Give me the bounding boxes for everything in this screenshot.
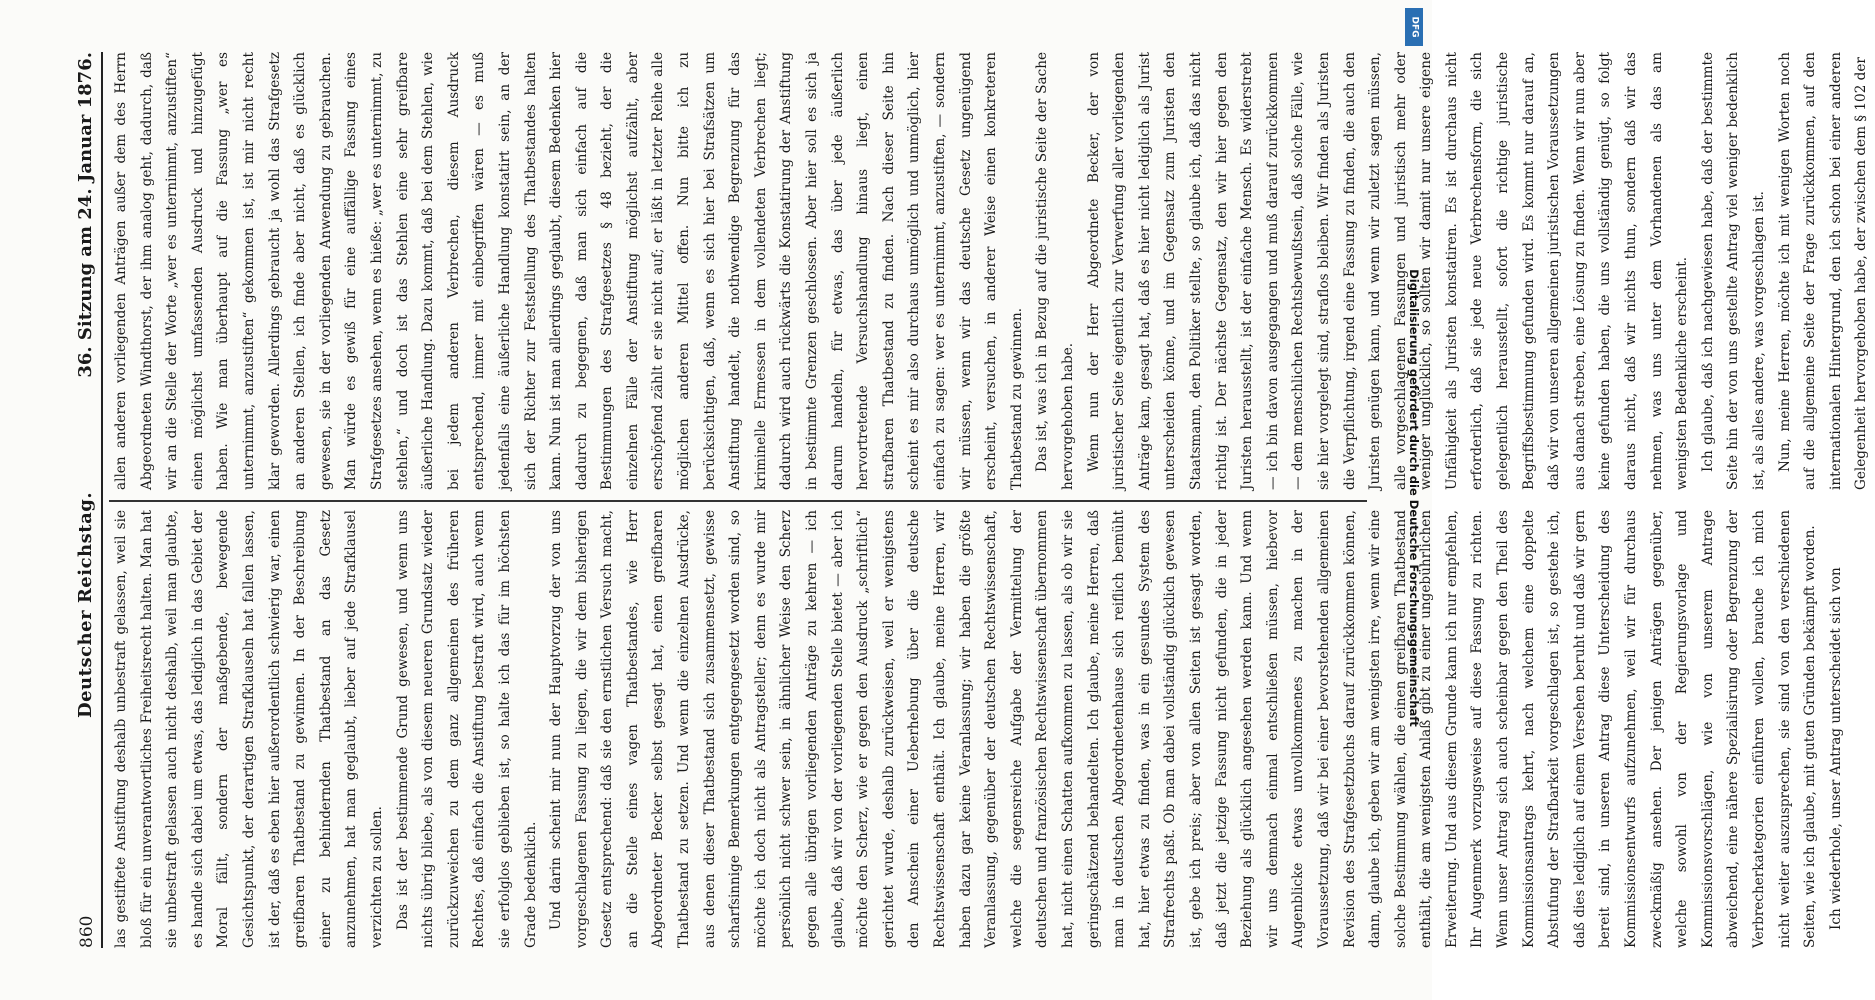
left-column xyxy=(109,510,1844,948)
header-rule xyxy=(101,52,103,948)
paragraph: Ich wiederhole, unser Antrag unterscheidet sich von xyxy=(1827,567,1844,930)
paragraph: Ich glaube, daß ich nachgewiesen habe, daß der bestimmte Seite hin der von uns gestellte Antrag viel weniger bedenklich ist, als alles andere, was vorgeschlagen ist. xyxy=(1699,52,1767,490)
paragraph: Wenn nun der Herr Abgeordnete Becker, der von juristischer Seite eigentlich zur Verwerfung aller vorliegenden Anträge kam, gesagt hat, daß es hier nicht lediglich als Jurist unterscheiden könne, und im Gegensatz zum Juristen den Staatsmann, den Politiker stellte, so glaube ich, daß das nicht richtig ist. Der nächste Gegensatz, den wir hier gegen den Juristen herausstellt, ist der einfache Mensch. Es widerstrebt — ich bin davon ausgegangen und muß darauf zurückkommen — dem menschlichen Rechtsbewußtsein, daß solche Fälle, wie sie hier vorgelegt sind, straflos bleiben. Wir finden als Juristen die Verpflichtung, irgend eine Fassung zu finden, die auch den Juristen genügen kann, und wenn wir zuletzt sagen müssen, alle vorgeschlagenen Fassungen und juristisch mehr oder weniger unglücklich, so sollten wir damit nur unsere eigene Unfähigkeit als Juristen konstatiren. Es ist durchaus nicht erforderlich, daß sie jede neue Verbrechensform, die sich gelegentlich herausstellt, sofort die richtige juristische Begriffsbestimmung gefunden wird. Es kommt nur darauf an, daß wir von unseren allgemeinen juristischen Voraussetzungen aus danach streben, eine Lösung zu finden. Wenn wir nun aber keine gefunden haben, die uns vollständig genügt, so folgt daraus nicht, daß wir nichts thun, sondern daß wir das nehmen, was uns unter dem Vorhandenen als das am wenigsten Bedenkliche erscheint. xyxy=(1085,52,1691,490)
page-number: 860 xyxy=(77,915,97,948)
session-title: 36. Sitzung am 24. Januar 1876. xyxy=(75,52,96,378)
paragraph: las gestiftete Anstiftung deshalb unbestraft gelassen, weil sie bloß für ein unverantwortliches Freiheitsrecht halten. Man hat sie unbestraft gelassen auch nicht deshalb, weil man glaubte, es handle sich dabei um etwas, das lediglich in das Gebiet der Moral fällt, sondern der maßgebende, bewegende Gesichtspunkt, der derartigen Strafklauseln hat fallen lassen, ist der, daß es eben hier außerordentlich schwierig war, einen greifbaren Thatbestand zu gewinnen. In der Beschreibung einer zu behindernden Thatbestand an das Gesetz anzunehmen, hat man geglaubt, lieber auf jede Strafklausel verzichten zu sollen. xyxy=(113,510,385,948)
right-column xyxy=(109,52,1870,490)
publication-title: Deutscher Reichstag. xyxy=(75,491,96,718)
paragraph: allen anderen vorliegenden Anträgen außer dem des Herrn Abgeordneten Windthorst, der ihm analog geht, dadurch, daß wir an die Stelle der Worte „wer es unternimmt, anzustiften“ einen möglichst umfassenden Ausdruck und hinzugefügt haben. Wie man überhaupt auf die Fassung „wer es unternimmt, anzustiften“ gekommen ist, ist mir nicht recht klar geworden. Allerdings gebraucht ja wohl das Strafgesetz an anderen Stellen, ich finde aber nicht, daß es glücklich gewesen, sie in der vorliegenden Anwendung zu gebrauchen. Man würde es gewiß für eine auffällige Fassung eines Strafgesetzes ansehen, wenn es hieße: „wer es unternimmt, zu stehlen,“ und doch ist das Stehlen eine sehr greifbare äußerliche Handlung. Dazu kommt, daß bei dem Stehlen, wie bei jedem anderen Verbrechen, diesem Ausdruck entsprechend, immer mit einbegriffen wären — es muß jedenfalls eine äußerliche Handlung konstatirt sein, an der sich der Richter zur Feststellung des Thatbestandes halten kann. Nun ist man allerdings geglaubt, diesem Bedenken hier dadurch zu begegnen, daß man sich einfach auf die Bestimmungen des Strafgesetzes § 48 bezieht, der die einzelnen Fälle der Anstiftung möglichst aufzählt, aber erschöpfend zählt er sie nicht auf; er läßt in letzter Reihe alle möglichen anderen Mittel offen. Nun bitte ich zu berücksichtigen, daß, wenn es sich hier bei Strafsätzen um Anstiftung handelt, die nothwendige Begrenzung für das kriminelle Ermessen in dem vollendeten Verbrechen liegt; dadurch wird auch rückwärts die Konstatirung der Anstiftung in bestimmte Grenzen geschlossen. Aber hier soll es sich ja darum handeln, für etwas, das über jede äußerlich hervortretende Versuchshandlung hinaus liegt, einen strafbaren Thatbestand zu finden. Nach dieser Seite hin scheint es mir also durchaus unmöglich und unmöglich, hier einfach zu sagen: wer es unternimmt, anzustiften, — sondern wir müssen, wenn wir das deutsche Gesetz ungenügend erscheint, versuchen, in anderer Weise einen konkreteren Thatbestand zu gewinnen. xyxy=(113,52,1025,490)
paragraph: Und darin scheint mir nun der Hauptvorzug der von uns vorgeschlagenen Fassung zu liegen, die wir dem bisherigen Gesetz entsprechend: daß sie den ernstlichen Versuch macht, an die Stelle eines vagen Thatbestandes, wie Herr Abgeordneter Becker selbst gesagt hat, einen greifbaren Thatbestand zu setzen. Und wenn die einzelnen Ausdrücke, aus denen dieser Thatbestand sich zusammensetzt, gewisse scharfsinnige Bemerkungen entgegengesetzt worden sind, so möchte ich doch nicht als Antragsteller; denn es wurde mir persönlich nicht schwer sein, in ähnlicher Weise den Scherz gegen alle übrigen vorliegenden Anträge zu kehren — ich glaube, daß wir von der vorliegenden Stelle bietet — aber ich möchte den Scherz, wie er gegen den Ausdruck „schriftlich“ gerichtet wurde, deshalb zurückweisen, weil er wenigstens den Anschein einer Ueberhebung über die deutsche Rechtswissenschaft enthält. Ich glaube, meine Herren, wir haben dazu gar keine Veranlassung; wir haben die größte Veranlassung, gegenüber der deutschen Rechtswissenschaft, welche die segensreiche Aufgabe der Vermittelung der deutschen und französischen Rechtswissenschaft übernommen hat, nicht einen Schatten aufkommen zu lassen, als ob wir sie geringschätzend behandelten. Ich glaube, meine Herren, daß man in deutschen Abgeordnetenhause sich reiflich bemüht hat, hier etwas zu finden, was in ein gesundes System des Strafrechts paßt. Ob man dabei vollständig glücklich gewesen ist, gebe ich preis; aber von allen Seiten ist gesagt worden, daß jetzt die jetzige Fassung nicht gefunden, die in jeder Beziehung als glücklich angesehen werden kann. Und wenn wir uns demnach einmal entschließen müssen, hiebevor Augenblicke etwas unvollkommenes zu machen in der Voraussetzung, daß wir bei einer bevorstehenden allgemeinen Revision des Strafgesetzbuchs darauf zurückkommen können, dann, glaube ich, geben wir am wenigsten irre, wenn wir eine solche Bestimmung wählen, die einen greifbaren Thatbestand enthält, die am wenigsten Anlaß gibt zu einer ungebührlichen Erweiterung. Und aus diesem Grunde kann ich nur empfehlen, Ihr Augenmerk vorzugsweise auf diese Fassung zu richten. Wenn unser Antrag sich auch scheinbar gegen den Theil des Kommissionsantrags kehrt, nach welchem eine doppelte Abstufung der Strafbarkeit vorgeschlagen ist, so gestehe ich, daß dies lediglich auf einem Versehen beruht und daß wir gern bereit sind, in unseren Antrag diese Unterscheidung des Kommissionsentwurfs aufzunehmen, weil wir für durchaus zweckmäßig ansehen. Der jenigen Anträgen gegenüber, welche sowohl von der Regierungsvorlage und Kommissionsvorschlägen, wie von unserem Antrage abweichend, eine nähere Spezialisirung oder Begrenzung der Verbrecherkategorien einführen wollen, brauche ich mich nicht weiter auszusprechen, sie sind von den verschiedenen Seiten, wie ich glaube, mit guten Gründen bekämpft worden. xyxy=(548,510,1819,948)
paragraph: Das ist der bestimmende Grund gewesen, und wenn uns nichts übrig bliebe, als von diesem neueren Grundsatz wieder zurückzuweichen zu dem ganz allgemeinen des früheren Rechtes, daß einfach die Anstiftung bestraft wird, auch wenn sie erfolglos geblieben ist, so halte ich das für im höchsten Grade bedenklich. xyxy=(394,510,539,948)
paragraph: Das ist, was ich in Bezug auf die juristische Seite der Sache hervorgehoben habe. xyxy=(1034,52,1076,490)
page-header xyxy=(69,52,103,948)
dfg-logo: DFG xyxy=(1405,8,1423,46)
digitization-credit: Digitalisierung gefördert durch die Deutsche Forschungsgemeinschaft xyxy=(1407,269,1421,727)
column-divider xyxy=(109,501,1367,503)
paragraph: Nun, meine Herren, möchte ich mit wenigen Worten noch auf die allgemeine Seite der Frage zurückkommen, auf den internationalen Hintergrund, den ich schon bei einer anderen Gelegenheit hervorgehoben habe, der zwischen dem § 102 der xyxy=(1776,52,1870,490)
